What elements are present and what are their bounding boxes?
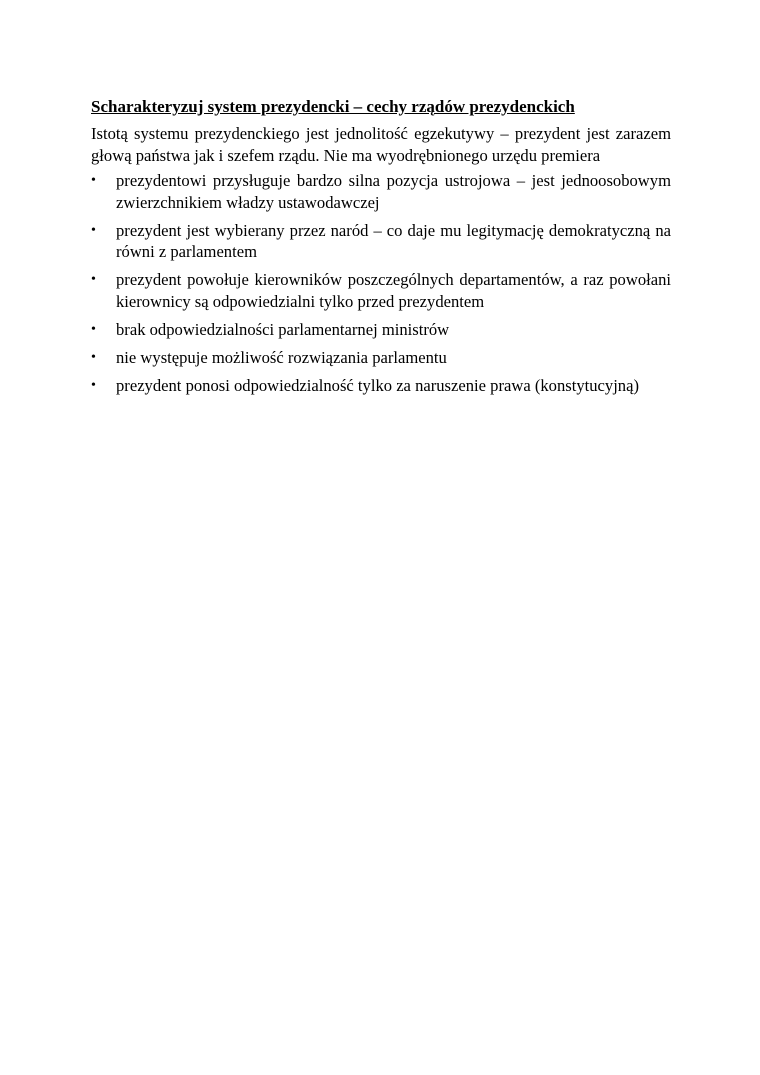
list-item-text: prezydent powołuje kierowników poszczególnych departamentów, a raz powołani kierownicy są odpowiedzialni tylko przed prezydentem (116, 270, 671, 311)
list-item (91, 347, 671, 369)
list-item (91, 269, 671, 312)
bullet-icon: • (91, 321, 96, 337)
bullet-icon: • (91, 272, 96, 287)
document-title: Scharakteryzuj system prezydencki – cechy rządów prezydenckich (91, 97, 575, 116)
bullet-list (91, 170, 671, 396)
list-item (91, 170, 671, 213)
list-item-text: prezydent ponosi odpowiedzialność tylko za naruszenie prawa (konstytucyjną) (116, 375, 639, 395)
list-item (91, 319, 671, 341)
document-content (91, 96, 671, 403)
list-item (91, 375, 671, 397)
list-item-text: nie występuje możliwość rozwiązania parlamentu (116, 347, 447, 367)
list-item (91, 220, 671, 263)
intro-paragraph: Istotą systemu prezydenckiego jest jednolitość egzekutywy – prezydent jest zarazem głową państwa jak i szefem rządu. Nie ma wyodrębnionego urzędu premiera (91, 124, 671, 165)
bullet-icon: • (91, 173, 96, 188)
list-item-text: prezydentowi przysługuje bardzo silna pozycja ustrojowa – jest jednoosobowym zwierzchnikiem władzy ustawodawczej (116, 171, 671, 212)
bullet-icon: • (91, 377, 96, 393)
bullet-icon: • (91, 222, 96, 238)
list-item-text: prezydent jest wybierany przez naród – co daje mu legitymację demokratyczną na równi z parlamentem (116, 220, 671, 261)
list-item-text: brak odpowiedzialności parlamentarnej ministrów (116, 319, 450, 339)
bullet-icon: • (91, 349, 96, 365)
